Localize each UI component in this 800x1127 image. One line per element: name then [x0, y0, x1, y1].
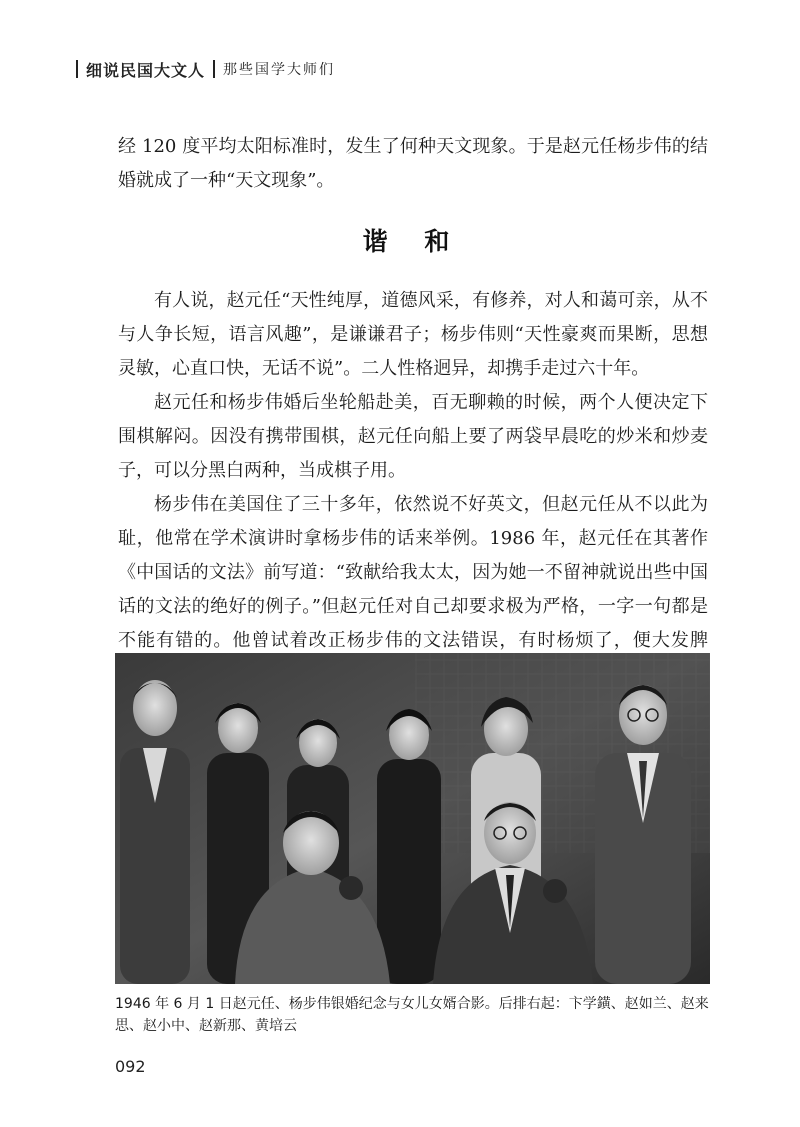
continued-text: 经 120 度平均太阳标准时，发生了何种天文现象。于是赵元任杨步伟的结婚就成了一种“天文现象”。	[118, 136, 708, 191]
paragraph-1: 有人说，赵元任“天性纯厚，道德风采，有修养，对人和蔼可亲，从不与人争长短，语言风趣”，是谦谦君子；杨步伟则“天性豪爽而果断，思想灵敏，心直口快，无话不说”。二人性格迥异，却携手走过六十年。	[118, 290, 708, 379]
section-body	[118, 284, 708, 692]
page-number: 092	[115, 1057, 146, 1076]
header-divider-left	[76, 60, 78, 78]
family-photo	[115, 653, 710, 984]
section-title: 谐 和	[362, 227, 464, 256]
paragraph-3: 杨步伟在美国住了三十多年，依然说不好英文，但赵元任从不以此为耻，他常在学术演讲时拿杨步伟的话来举例。1986 年，赵元任在其著作《中国话的文法》前写道：“致献给我太太，因为她一不留神就说出些中国话的文法的绝好的例子。”但赵元任对自己却要求极为严格，一字一句都是不能有错的。他曾试着改正杨步伟的文法错误，有时杨烦了，便大发脾	[118, 494, 708, 651]
continued-paragraph	[118, 130, 708, 198]
paragraph-2: 赵元任和杨步伟婚后坐轮船赴美，百无聊赖的时候，两个人便决定下围棋解闷。因没有携带围棋，赵元任向船上要了两袋早晨吃的炒米和炒麦子，可以分黑白两种，当成棋子用。	[118, 392, 708, 481]
photo-caption: 1946 年 6 月 1 日赵元任、杨步伟银婚纪念与女儿女婿合影。后排右起：卞学鐄、赵如兰、赵来思、赵小中、赵新那、黄培云	[115, 996, 709, 1034]
book-title: 细说民国大文人	[86, 60, 206, 80]
header-divider-right	[213, 60, 215, 78]
running-header	[68, 56, 335, 82]
chapter-subtitle: 那些国学大师们	[223, 62, 336, 78]
family-photo-illustration	[115, 653, 710, 984]
